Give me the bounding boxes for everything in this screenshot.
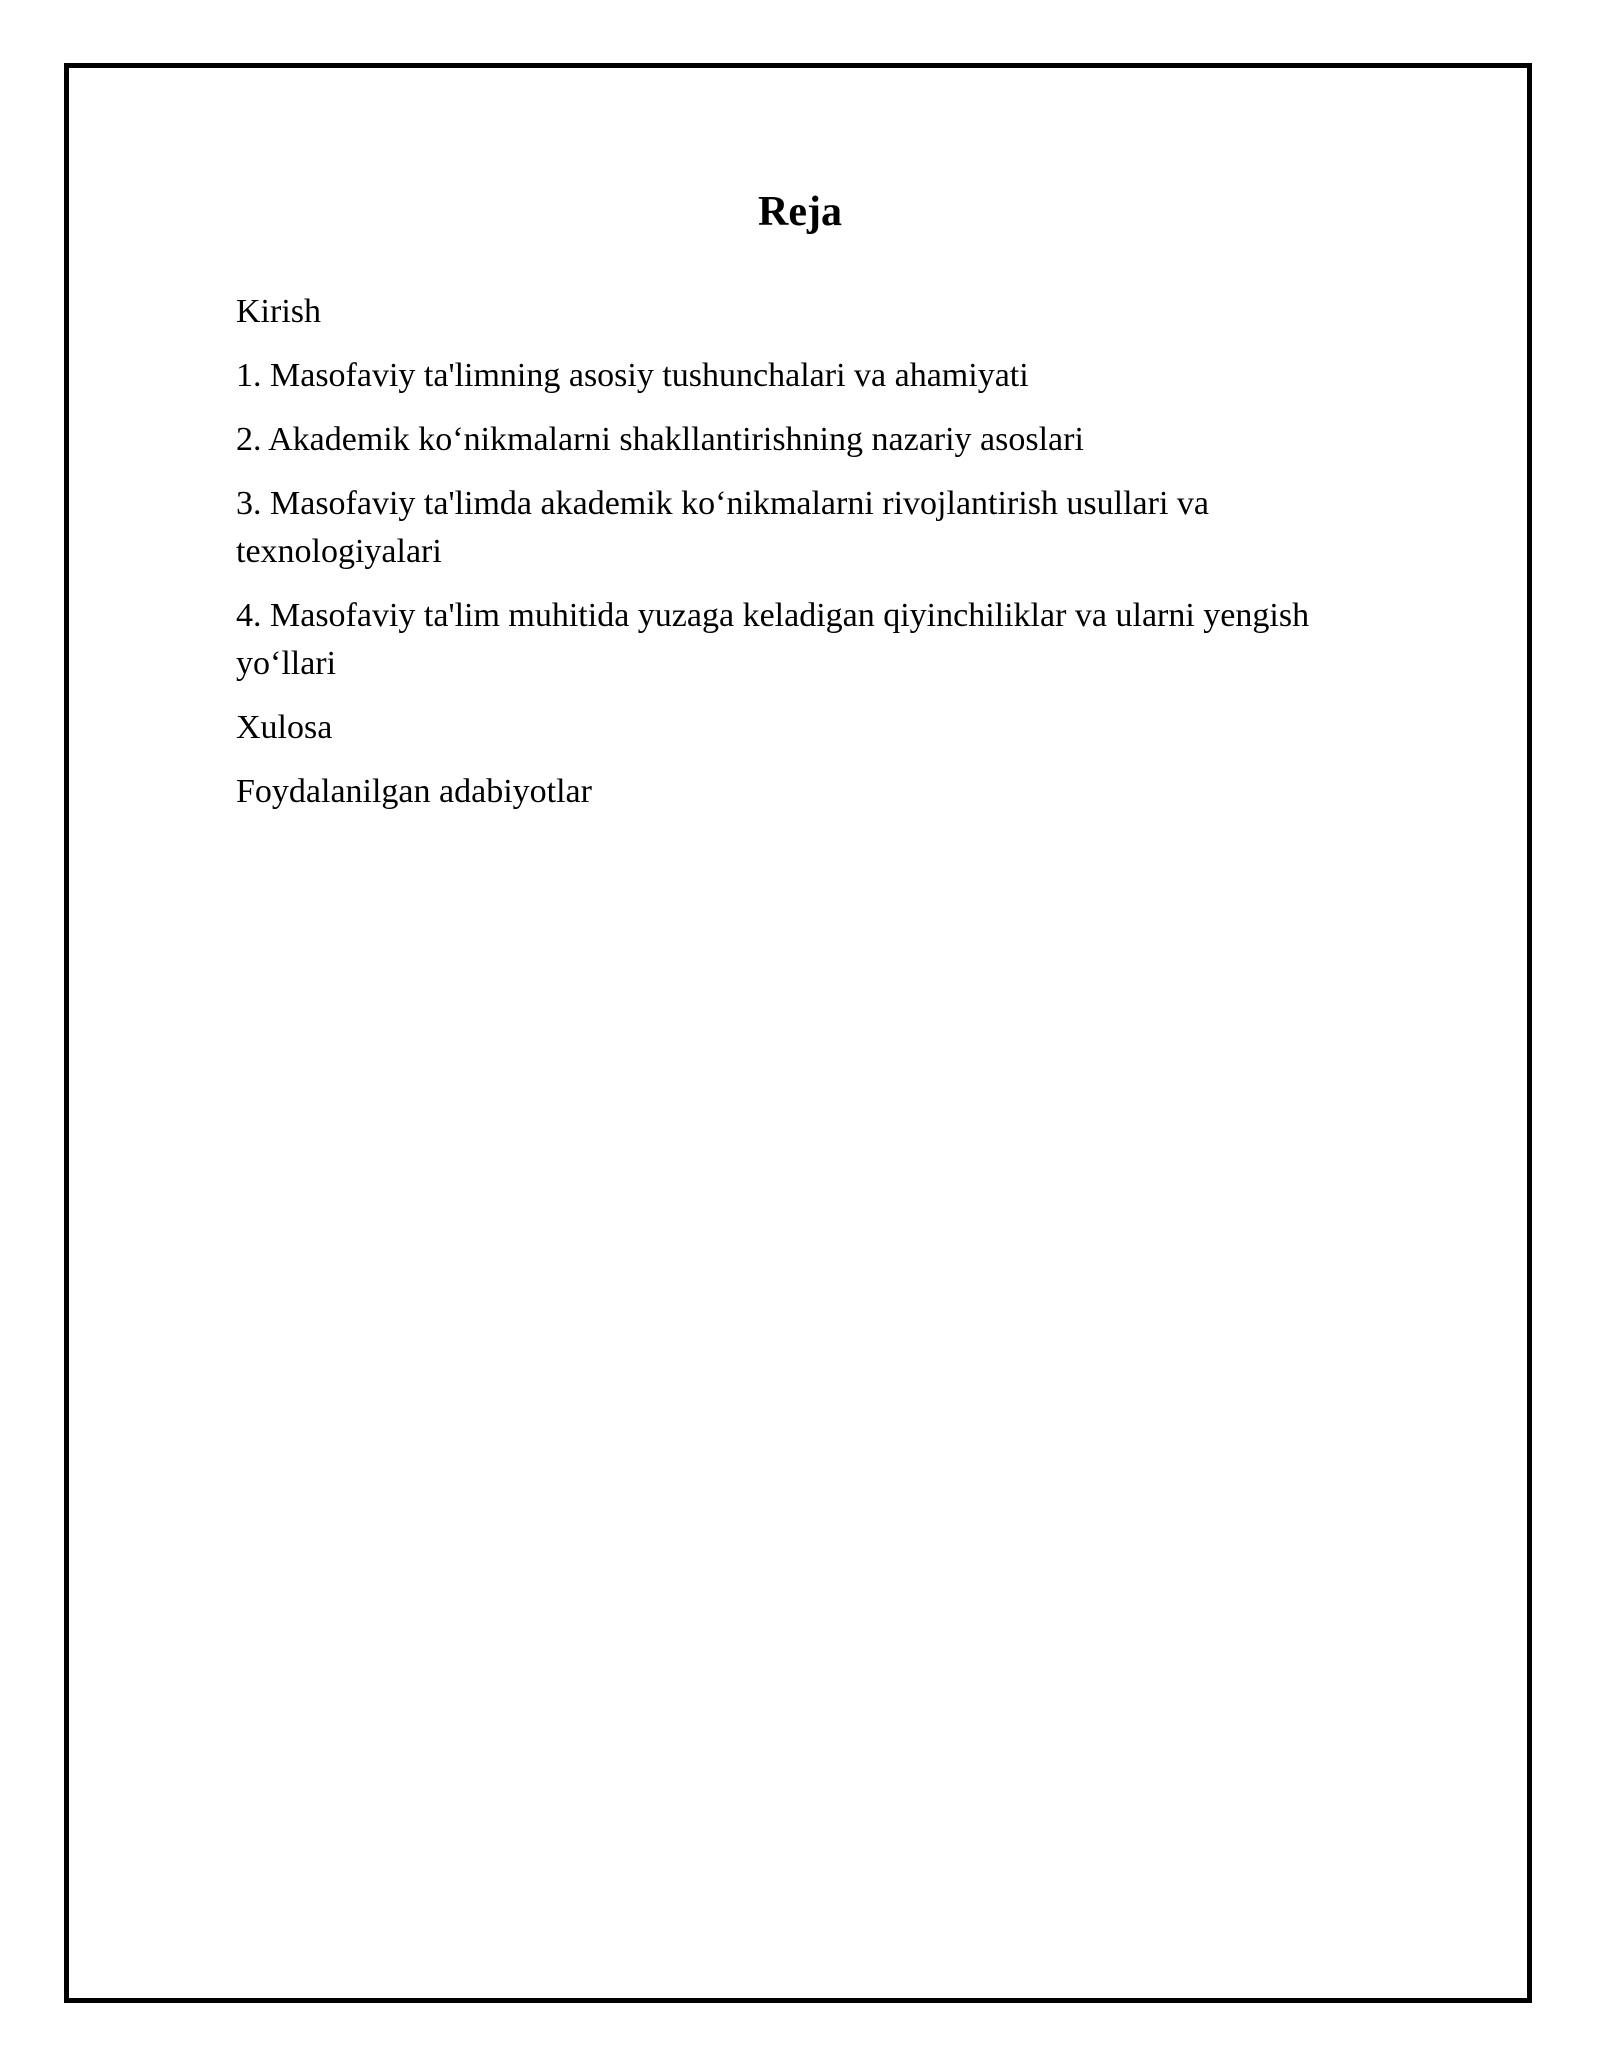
plan-item-4: 4. Masofaviy ta'lim muhitida yuzaga keladigan qiyinchiliklar va ularni yengish yo‘llari [236, 597, 1310, 682]
plan-item-3: 3. Masofaviy ta'limda akademik ko‘nikmalarni rivojlantirish usullari va texnologiyalari [236, 485, 1210, 570]
plan-item-1: 1. Masofaviy ta'limning asosiy tushunchalari va ahamiyati [236, 357, 1029, 394]
plan-list [236, 288, 1336, 832]
plan-item-conclusion: Xulosa [236, 709, 333, 746]
plan-item-introduction: Kirish [236, 293, 321, 330]
plan-item-references: Foydalanilgan adabiyotlar [236, 773, 592, 810]
plan-item-2: 2. Akademik ko‘nikmalarni shakllantirishning nazariy asoslari [236, 421, 1084, 458]
page-title: Reja [758, 189, 842, 235]
